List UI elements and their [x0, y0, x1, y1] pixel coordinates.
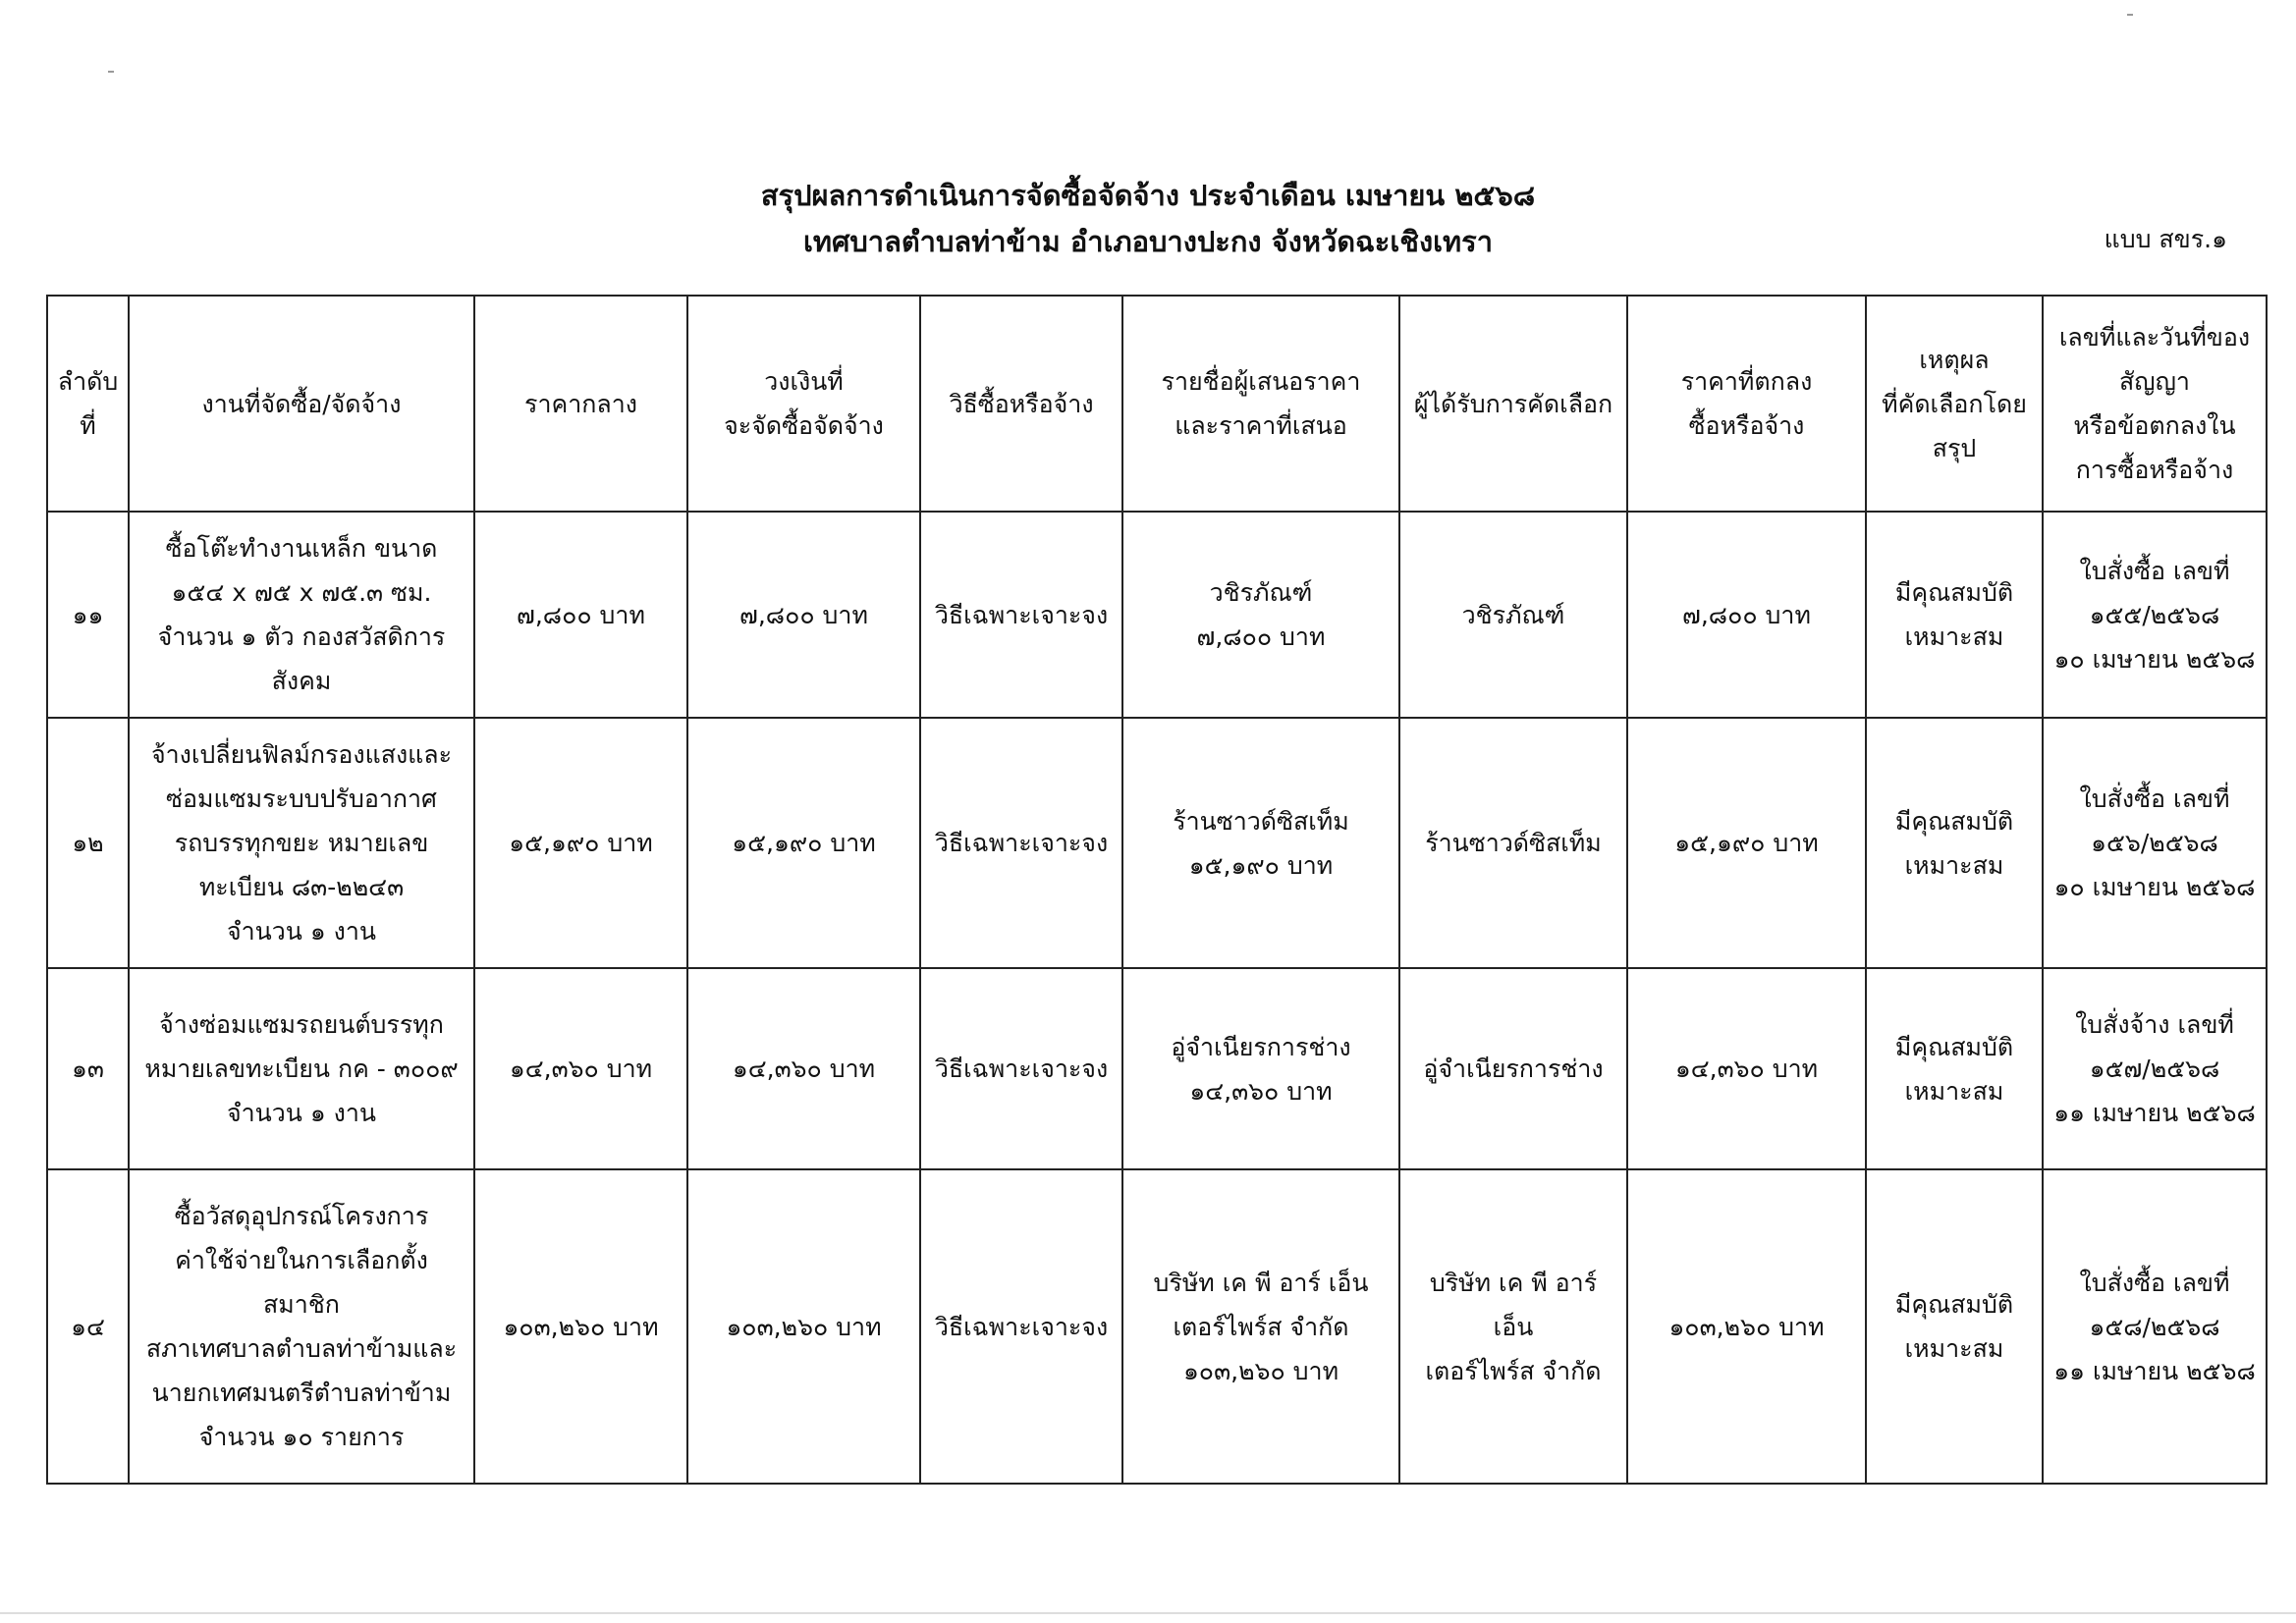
- document-title: สรุปผลการดำเนินการจัดซื้อจัดจ้าง ประจำเดือน เมษายน ๒๕๖๘: [760, 179, 1536, 212]
- cell-budget: ๑๔,๓๖๐ บาท: [687, 968, 920, 1169]
- procurement-table: [46, 295, 2268, 1485]
- cell-agreed-price: ๑๐๓,๒๖๐ บาท: [1627, 1169, 1866, 1484]
- cell-median-price: ๑๕,๑๙๐ บาท: [474, 718, 687, 968]
- cell-item: จ้างเปลี่ยนฟิลม์กรองแสงและ ซ่อมแซมระบบปรับอากาศ รถบรรทุกขยะ หมายเลข ทะเบียน ๘๓-๒๒๔๓ จำนวน ๑ งาน: [129, 718, 474, 968]
- table-row: [47, 512, 2267, 718]
- cell-contract: ใบสั่งซื้อ เลขที่ ๑๕๘/๒๕๖๘ ๑๑ เมษายน ๒๕๖๘: [2043, 1169, 2267, 1484]
- cell-no: ๑๔: [47, 1169, 129, 1484]
- cell-budget: ๗,๘๐๐ บาท: [687, 512, 920, 718]
- cell-budget: ๑๐๓,๒๖๐ บาท: [687, 1169, 920, 1484]
- cell-reason: มีคุณสมบัติ เหมาะสม: [1866, 512, 2043, 718]
- cell-median-price: ๗,๘๐๐ บาท: [474, 512, 687, 718]
- cell-no: ๑๓: [47, 968, 129, 1169]
- col-header-method: วิธีซื้อหรือจ้าง: [920, 296, 1122, 512]
- cell-no: ๑๒: [47, 718, 129, 968]
- cell-item: ซื้อโต๊ะทำงานเหล็ก ขนาด ๑๕๔ x ๗๕ x ๗๕.๓ ซม. จำนวน ๑ ตัว กองสวัสดิการ สังคม: [129, 512, 474, 718]
- col-header-item: งานที่จัดซื้อ/จัดจ้าง: [129, 296, 474, 512]
- cell-budget: ๑๕,๑๙๐ บาท: [687, 718, 920, 968]
- cell-selected: วชิรภัณฑ์: [1399, 512, 1627, 718]
- cell-reason: มีคุณสมบัติ เหมาะสม: [1866, 1169, 2043, 1484]
- col-header-bidders: รายชื่อผู้เสนอราคา และราคาที่เสนอ: [1122, 296, 1399, 512]
- cell-method: วิธีเฉพาะเจาะจง: [920, 968, 1122, 1169]
- scan-speck: [108, 71, 114, 73]
- col-header-median-price: ราคากลาง: [474, 296, 687, 512]
- cell-method: วิธีเฉพาะเจาะจง: [920, 718, 1122, 968]
- col-header-agreed-price: ราคาที่ตกลง ซื้อหรือจ้าง: [1627, 296, 1866, 512]
- cell-bidders: ร้านซาวด์ซิสเท็ม ๑๕,๑๙๐ บาท: [1122, 718, 1399, 968]
- cell-contract: ใบสั่งซื้อ เลขที่ ๑๕๕/๒๕๖๘ ๑๐ เมษายน ๒๕๖๘: [2043, 512, 2267, 718]
- cell-agreed-price: ๑๔,๓๖๐ บาท: [1627, 968, 1866, 1169]
- cell-reason: มีคุณสมบัติ เหมาะสม: [1866, 968, 2043, 1169]
- cell-bidders: วชิรภัณฑ์ ๗,๘๐๐ บาท: [1122, 512, 1399, 718]
- cell-method: วิธีเฉพาะเจาะจง: [920, 1169, 1122, 1484]
- table-row: [47, 968, 2267, 1169]
- cell-item: ซื้อวัสดุอุปกรณ์โครงการ ค่าใช้จ่ายในการเลือกตั้งสมาชิก สภาเทศบาลตำบลท่าข้ามและ นายกเทศมนตรีตำบลท่าข้าม จำนวน ๑๐ รายการ: [129, 1169, 474, 1484]
- cell-reason: มีคุณสมบัติ เหมาะสม: [1866, 718, 2043, 968]
- cell-agreed-price: ๗,๘๐๐ บาท: [1627, 512, 1866, 718]
- cell-agreed-price: ๑๕,๑๙๐ บาท: [1627, 718, 1866, 968]
- cell-contract: ใบสั่งซื้อ เลขที่ ๑๕๖/๒๕๖๘ ๑๐ เมษายน ๒๕๖๘: [2043, 718, 2267, 968]
- cell-median-price: ๑๐๓,๒๖๐ บาท: [474, 1169, 687, 1484]
- cell-bidders: อู่จำเนียรการช่าง ๑๔,๓๖๐ บาท: [1122, 968, 1399, 1169]
- cell-no: ๑๑: [47, 512, 129, 718]
- col-header-budget: วงเงินที่ จะจัดซื้อจัดจ้าง: [687, 296, 920, 512]
- col-header-contract: เลขที่และวันที่ของ สัญญา หรือข้อตกลงใน การซื้อหรือจ้าง: [2043, 296, 2267, 512]
- cell-selected: ร้านซาวด์ซิสเท็ม: [1399, 718, 1627, 968]
- cell-item: จ้างซ่อมแซมรถยนต์บรรทุก หมายเลขทะเบียน กค - ๓๐๐๙ จำนวน ๑ งาน: [129, 968, 474, 1169]
- cell-bidders: บริษัท เค พี อาร์ เอ็น เตอร์ไพร์ส จำกัด ๑๐๓,๒๖๐ บาท: [1122, 1169, 1399, 1484]
- table-header-row: [47, 296, 2267, 512]
- cell-method: วิธีเฉพาะเจาะจง: [920, 512, 1122, 718]
- scan-speck: [2127, 14, 2133, 16]
- table-row: [47, 1169, 2267, 1484]
- form-code: แบบ สขร.๑: [2104, 225, 2227, 253]
- cell-contract: ใบสั่งจ้าง เลขที่ ๑๕๗/๒๕๖๘ ๑๑ เมษายน ๒๕๖๘: [2043, 968, 2267, 1169]
- page-bottom-edge: [0, 1612, 2296, 1614]
- col-header-no: ลำดับที่: [47, 296, 129, 512]
- col-header-reason: เหตุผล ที่คัดเลือกโดย สรุป: [1866, 296, 2043, 512]
- cell-median-price: ๑๔,๓๖๐ บาท: [474, 968, 687, 1169]
- col-header-selected: ผู้ได้รับการคัดเลือก: [1399, 296, 1627, 512]
- table-row: [47, 718, 2267, 968]
- cell-selected: อู่จำเนียรการช่าง: [1399, 968, 1627, 1169]
- document-subtitle: เทศบาลตำบลท่าข้าม อำเภอบางปะกง จังหวัดฉะเชิงเทรา: [802, 225, 1494, 258]
- cell-selected: บริษัท เค พี อาร์ เอ็น เตอร์ไพร์ส จำกัด: [1399, 1169, 1627, 1484]
